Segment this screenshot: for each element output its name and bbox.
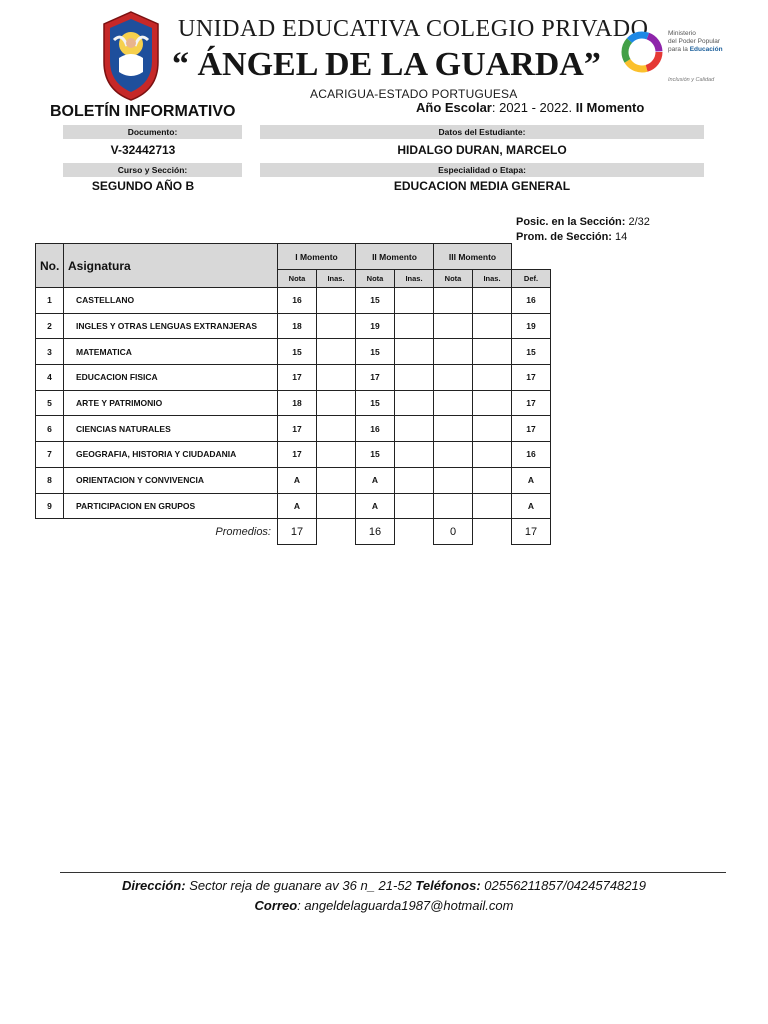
table-row: 5 ARTE Y PATRIMONIO 18 15 17 (36, 390, 551, 416)
col-header-nota: Nota (278, 270, 317, 288)
col-header-m3: III Momento (434, 244, 512, 270)
promedio-m1: 17 (278, 519, 317, 545)
table-row: 6 CIENCIAS NATURALES 17 16 17 (36, 416, 551, 442)
especialidad-value: EDUCACION MEDIA GENERAL (393, 179, 571, 193)
col-header-inas: Inas. (395, 270, 434, 288)
school-year: Año Escolar: 2021 - 2022. II Momento (416, 100, 645, 115)
col-header-inas: Inas. (317, 270, 356, 288)
col-header-m1: I Momento (278, 244, 356, 270)
table-row: 1 CASTELLANO 16 15 16 (36, 288, 551, 314)
grades-table (35, 243, 551, 545)
footer-email: Correo: angeldelaguarda1987@hotmail.com (254, 898, 514, 913)
ministry-logo-icon (620, 30, 664, 74)
table-row: 9 PARTICIPACION EN GRUPOS A A A (36, 493, 551, 519)
student-name: HIDALGO DURAN, MARCELO (397, 143, 567, 157)
table-row: 4 EDUCACION FISICA 17 17 17 (36, 365, 551, 391)
ministry-name: Ministerio del Poder Popular para la Educación (668, 30, 723, 53)
curso-label: Curso y Sección: (63, 163, 242, 177)
promedio-m3: 0 (434, 519, 473, 545)
school-name-line1: UNIDAD EDUCATIVA COLEGIO PRIVADO (178, 16, 649, 42)
documento-label: Documento: (63, 125, 242, 139)
school-name-line2: “ ÁNGEL DE LA GUARDA” (172, 46, 601, 83)
bulletin-title: BOLETÍN INFORMATIVO (50, 103, 236, 120)
table-row: 8 ORIENTACION Y CONVIVENCIA A A A (36, 467, 551, 493)
documento-value: V-32442713 (110, 143, 176, 157)
promedios-label: Promedios: (215, 525, 271, 538)
footer-address: Dirección: Sector reja de guanare av 36 n_ 21-52 Teléfonos: 02556211857/04245748219 (122, 878, 646, 893)
table-row: 3 MATEMATICA 15 15 15 (36, 339, 551, 365)
promedio-def: 17 (512, 519, 551, 545)
col-header-nota: Nota (356, 270, 395, 288)
datos-label: Datos del Estudiante: (260, 125, 704, 139)
col-header-asignatura: Asignatura (64, 244, 278, 288)
table-row: 2 INGLES Y OTRAS LENGUAS EXTRANJERAS 18 19 19 (36, 313, 551, 339)
curso-value: SEGUNDO AÑO B (91, 179, 195, 193)
school-crest-icon (100, 10, 162, 102)
footer-divider (60, 872, 726, 873)
col-header-inas: Inas. (473, 270, 512, 288)
col-header-m2: II Momento (356, 244, 434, 270)
promedios-row (36, 519, 551, 545)
section-position: Posic. en la Sección: 2/32 Prom. de Sección: 14 (516, 216, 650, 243)
col-header-def: Def. (512, 270, 551, 288)
table-row: 7 GEOGRAFIA, HISTORIA Y CIUDADANIA 17 15 16 (36, 442, 551, 468)
col-header-no: No. (36, 244, 64, 288)
especialidad-label: Especialidad o Etapa: (260, 163, 704, 177)
ministry-logo (620, 26, 730, 88)
col-header-nota: Nota (434, 270, 473, 288)
ministry-tagline: Inclusión y Calidad (668, 77, 715, 83)
promedio-m2: 16 (356, 519, 395, 545)
school-location: ACARIGUA-ESTADO PORTUGUESA (310, 87, 518, 101)
